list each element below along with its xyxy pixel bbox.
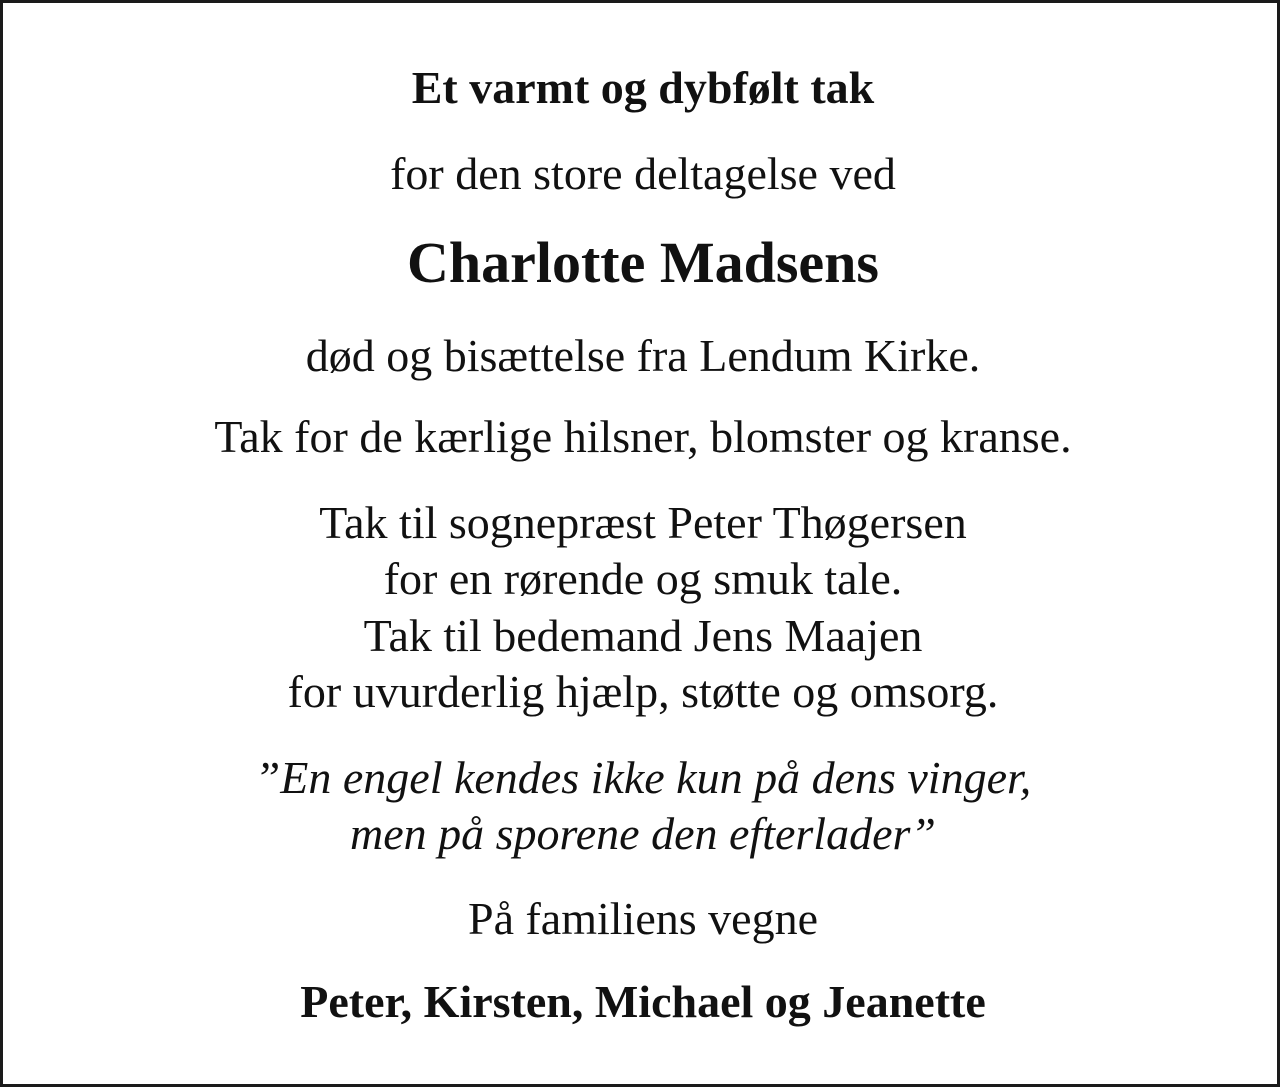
thanks-undertaker-detail-line: for uvurderlig hjælp, støtte og omsorg. bbox=[287, 666, 999, 717]
signatories-line: Peter, Kirsten, Michael og Jeanette bbox=[300, 976, 986, 1027]
notice-intro: for den store deltagelse ved bbox=[390, 148, 896, 199]
quote-line-2: men på sporene den efterlader” bbox=[350, 808, 936, 859]
quote-line-1: ”En engel kendes ikke kun på dens vinger, bbox=[254, 752, 1032, 803]
deceased-name: Charlotte Madsens bbox=[406, 230, 879, 295]
thanks-priest-line: Tak til sognepræst Peter Thøgersen bbox=[319, 497, 967, 548]
thanks-flowers-line: Tak for de kærlige hilsner, blomster og kranse. bbox=[214, 411, 1072, 462]
thanks-priest-detail-line: for en rørende og smuk tale. bbox=[383, 553, 903, 604]
on-behalf-line: På familiens vegne bbox=[467, 893, 818, 944]
notice-heading: Et varmt og dybfølt tak bbox=[411, 62, 875, 113]
thanks-undertaker-line: Tak til bedemand Jens Maajen bbox=[363, 610, 923, 661]
event-line: død og bisættelse fra Lendum Kirke. bbox=[305, 330, 981, 381]
